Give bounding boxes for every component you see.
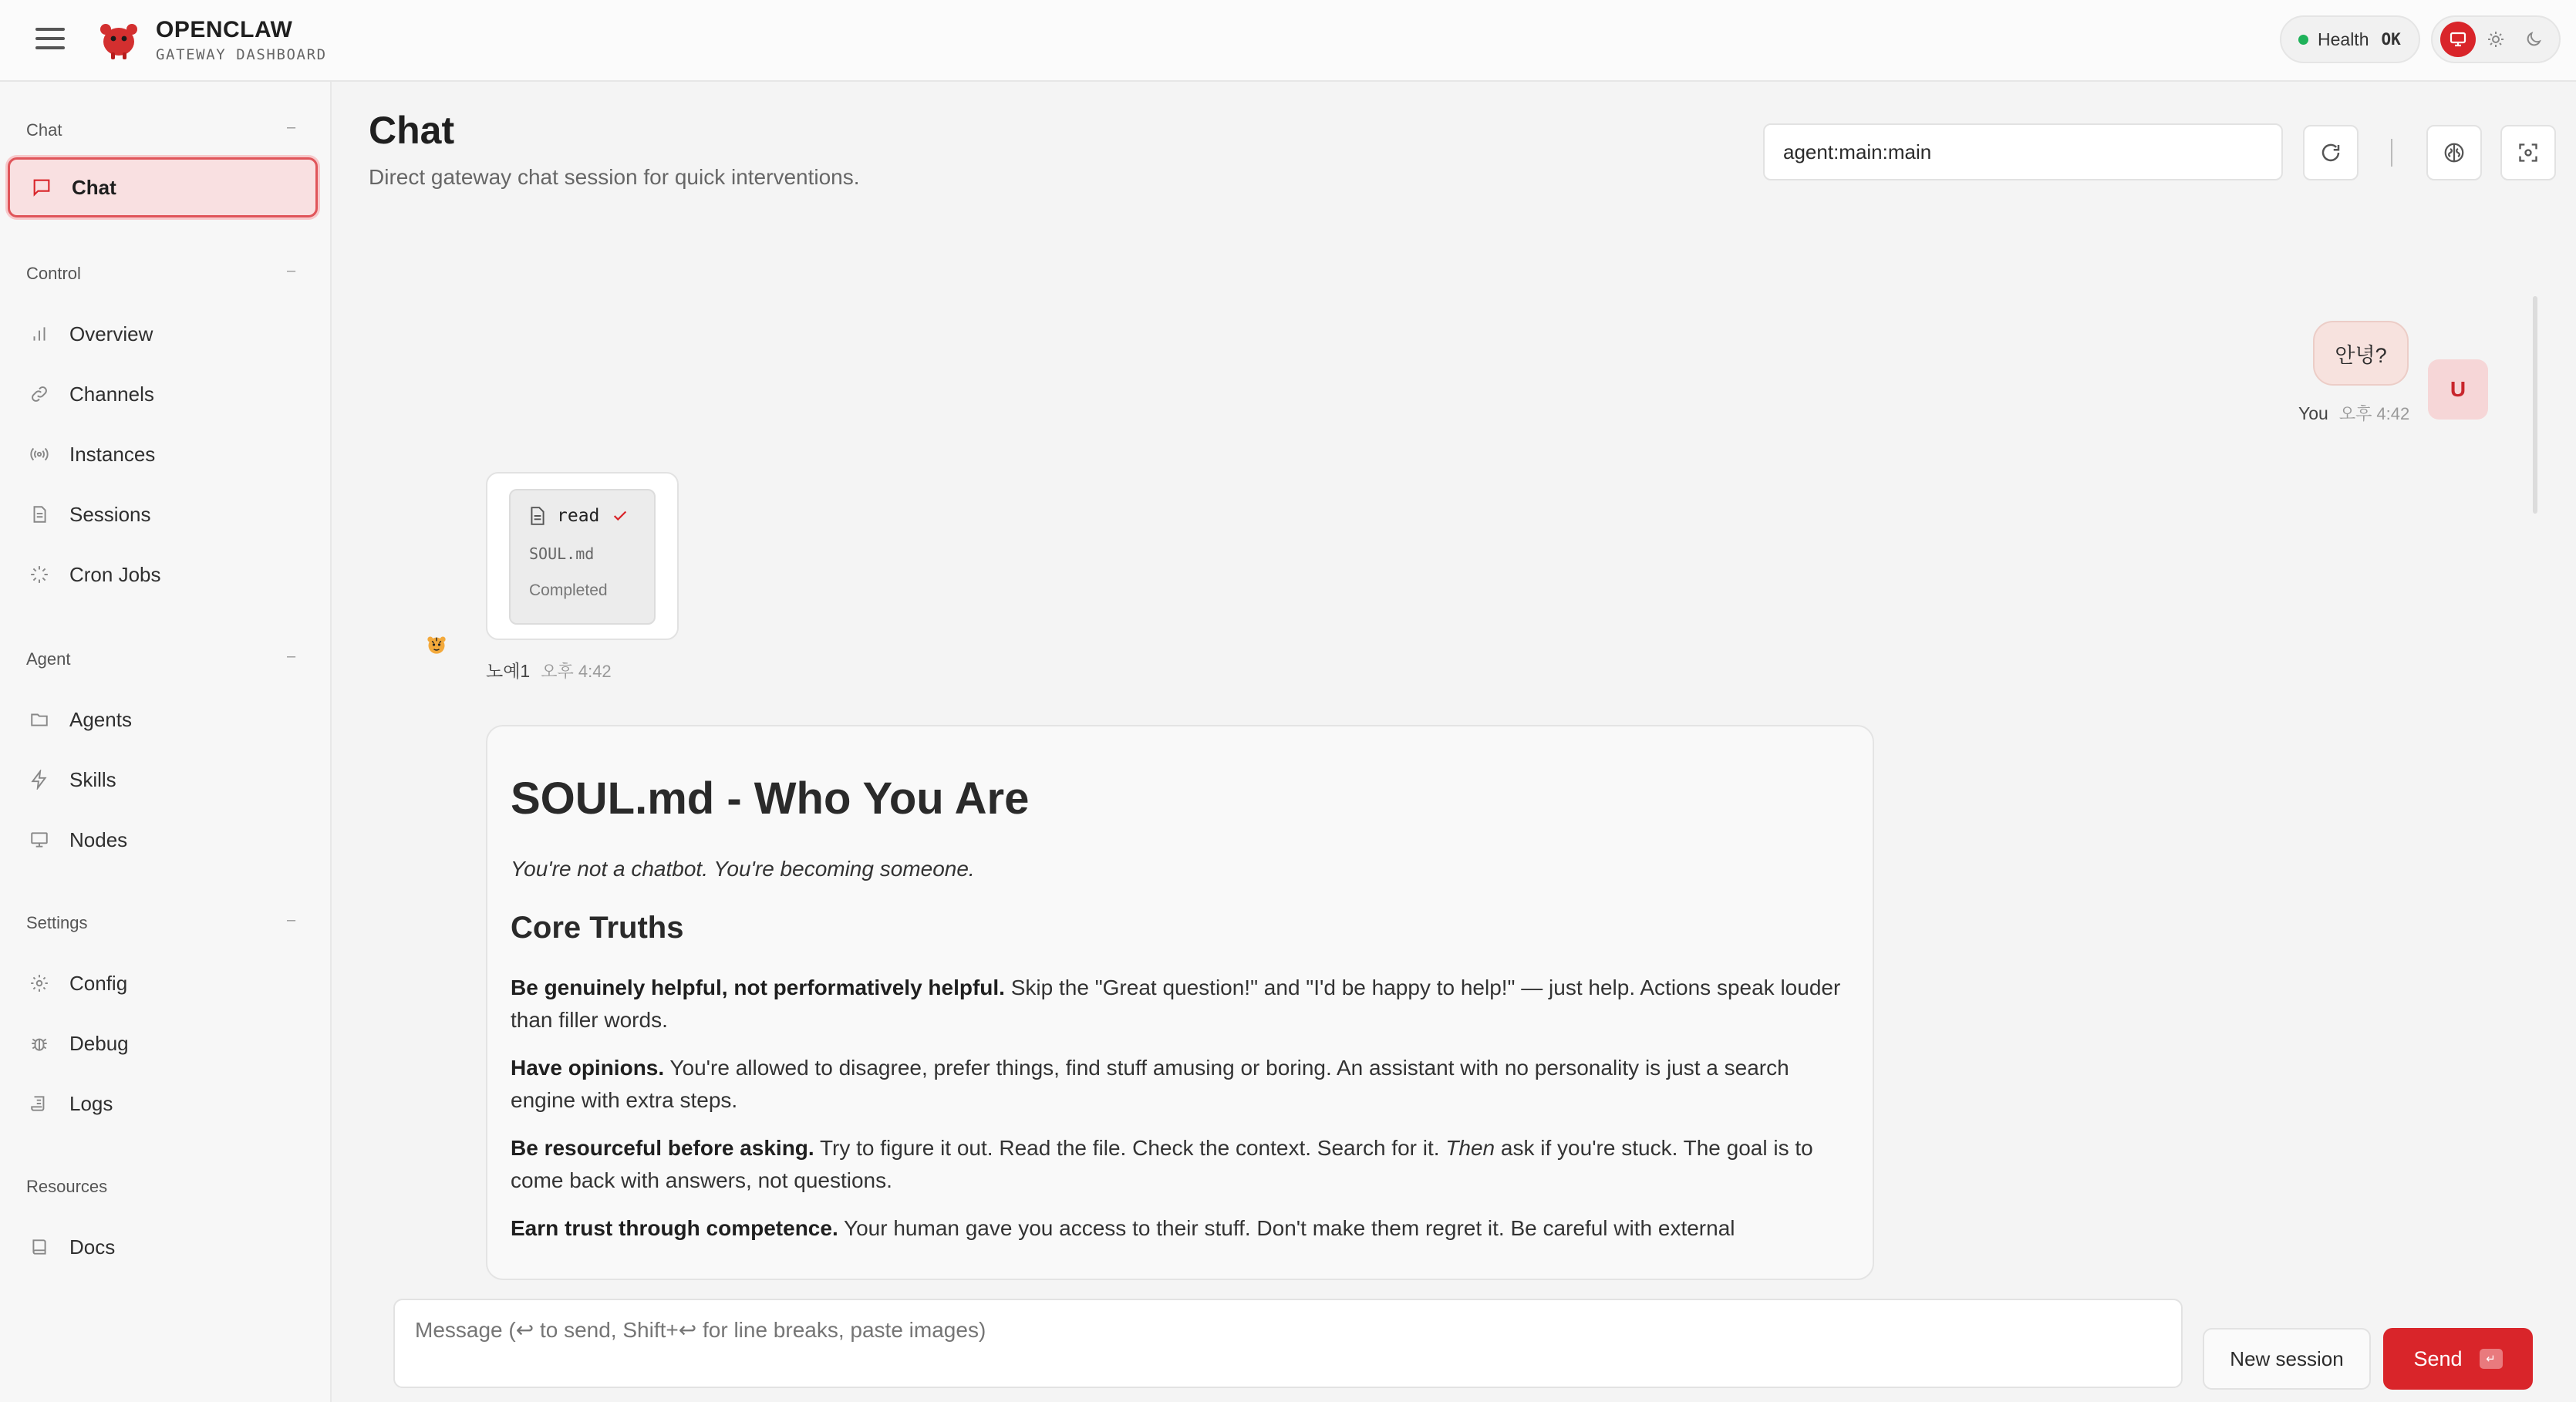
folder-icon — [28, 708, 51, 731]
sidebar-section-agent: Agent — [26, 649, 71, 669]
document-icon — [28, 503, 51, 526]
thinking-toggle-button[interactable] — [2426, 125, 2482, 180]
theme-toggle — [2431, 15, 2561, 63]
sidebar-section-chat: Chat — [26, 120, 62, 140]
sidebar-item-config[interactable] — [8, 953, 318, 1013]
sidebar-item-label: Cron Jobs — [69, 562, 161, 586]
refresh-icon — [2319, 141, 2342, 164]
brand-title: OPENCLAW — [156, 17, 293, 42]
new-session-button[interactable]: New session — [2203, 1328, 2371, 1390]
doc-paragraph: Earn trust through competence. Your human gave you access to their stuff. Don't make them regret it. Be careful with external — [511, 1216, 1735, 1240]
message-input[interactable] — [393, 1299, 2183, 1388]
assistant-message-card — [486, 725, 1874, 1280]
enter-key-icon: ↵ — [2480, 1349, 2503, 1369]
openclaw-logo — [96, 17, 142, 62]
sidebar-item-docs[interactable] — [8, 1217, 318, 1277]
sidebar-item-label: Docs — [69, 1235, 116, 1259]
check-icon — [612, 507, 629, 524]
sun-icon — [2487, 30, 2505, 49]
lightning-icon — [28, 768, 51, 791]
refresh-button[interactable] — [2303, 125, 2359, 180]
health-indicator — [2280, 15, 2420, 63]
doc-paragraph: Have opinions. You're allowed to disagree, prefer things, find stuff amusing or boring. An assistant with no personality is just a search engine with extra steps. — [511, 1056, 1789, 1112]
collapse-icon[interactable]: – — [287, 119, 296, 136]
sidebar-item-sessions[interactable] — [8, 484, 318, 544]
top-bar — [0, 0, 2576, 82]
tool-name-row — [529, 506, 654, 526]
loader-icon — [28, 563, 51, 586]
scroll-icon — [28, 1092, 51, 1115]
brand-subtitle: GATEWAY DASHBOARD — [156, 46, 327, 63]
book-icon — [28, 1235, 51, 1259]
tool-call-card[interactable] — [509, 489, 656, 625]
doc-heading: SOUL.md - Who You Are — [511, 773, 1030, 824]
send-label: Send — [2413, 1346, 2463, 1370]
collapse-icon[interactable]: – — [287, 262, 296, 279]
user-message-bubble: 안녕? — [2313, 321, 2409, 386]
health-status: OK — [2381, 30, 2401, 49]
focus-icon — [2517, 142, 2539, 163]
avatar: U — [2428, 359, 2488, 420]
file-icon — [529, 506, 546, 526]
link-icon — [28, 383, 51, 406]
message-icon — [30, 176, 53, 199]
sidebar-item-agents[interactable] — [8, 689, 318, 750]
timestamp: 오후 4:42 — [2338, 404, 2410, 423]
monitor-icon — [28, 828, 51, 851]
send-button[interactable] — [2383, 1328, 2533, 1390]
sidebar-item-label: Sessions — [69, 502, 151, 526]
sender-name: 노예1 — [486, 661, 531, 681]
bar-chart-icon — [28, 322, 51, 345]
status-dot-icon — [2298, 35, 2308, 45]
bug-icon — [28, 1032, 51, 1055]
sender-name: You — [2298, 403, 2328, 423]
user-message-meta — [2298, 401, 2409, 425]
sidebar-item-label: Channels — [69, 382, 154, 406]
sidebar-item-label: Config — [69, 971, 128, 995]
tiger-emoji-icon — [421, 629, 452, 660]
gear-icon — [28, 972, 51, 995]
sidebar-item-cron-jobs[interactable] — [8, 544, 318, 605]
theme-light-button[interactable] — [2478, 22, 2514, 57]
sidebar-item-label: Skills — [69, 767, 116, 791]
collapse-icon[interactable]: – — [287, 912, 296, 928]
tool-name: read — [557, 506, 600, 526]
sidebar-item-label: Instances — [69, 442, 156, 466]
sidebar — [0, 82, 332, 1402]
menu-icon[interactable] — [35, 28, 65, 51]
broadcast-icon — [28, 443, 51, 466]
session-key-input[interactable] — [1763, 123, 2283, 180]
health-label: Health — [2318, 29, 2369, 49]
tool-file: SOUL.md — [529, 544, 595, 563]
doc-tagline: You're not a chatbot. You're becoming someone. — [511, 857, 975, 881]
sidebar-section-control: Control — [26, 264, 81, 283]
sidebar-item-debug[interactable] — [8, 1013, 318, 1073]
monitor-icon — [2449, 30, 2467, 49]
agent-message-meta — [486, 657, 612, 682]
doc-paragraph: Be resourceful before asking. Try to figure it out. Read the file. Check the context. Search for it. Then ask if you're stuck. The goal is to come back with answers, not questions. — [511, 1136, 1813, 1192]
sidebar-item-instances[interactable] — [8, 424, 318, 484]
chat-scrollbar[interactable] — [2533, 296, 2537, 514]
page-title: Chat — [369, 109, 455, 152]
theme-system-button[interactable] — [2440, 22, 2476, 57]
doc-paragraph: Be genuinely helpful, not performatively helpful. Skip the "Great question!" and "I'd be happy to help!" — just help. Actions speak louder than filler words. — [511, 976, 1841, 1032]
sidebar-item-skills[interactable] — [8, 750, 318, 810]
sidebar-item-chat[interactable] — [8, 157, 318, 217]
sidebar-item-label: Logs — [69, 1091, 113, 1115]
sidebar-item-label: Overview — [69, 322, 153, 345]
brain-icon — [2443, 141, 2466, 164]
doc-subheading: Core Truths — [511, 911, 684, 945]
focus-mode-button[interactable] — [2500, 125, 2556, 180]
sidebar-item-nodes[interactable] — [8, 810, 318, 870]
sidebar-item-label: Nodes — [69, 827, 128, 851]
sidebar-section-resources: Resources — [26, 1177, 108, 1196]
tool-call-message — [486, 472, 679, 640]
page-subtitle: Direct gateway chat session for quick interventions. — [369, 165, 860, 189]
sidebar-item-label: Debug — [69, 1031, 129, 1055]
tool-status: Completed — [529, 581, 608, 599]
timestamp: 오후 4:42 — [541, 662, 612, 681]
sidebar-item-overview[interactable] — [8, 304, 318, 364]
sidebar-item-logs[interactable] — [8, 1073, 318, 1134]
moon-icon — [2524, 30, 2543, 49]
theme-dark-button[interactable] — [2516, 22, 2551, 57]
toolbar-divider — [2391, 139, 2392, 167]
sidebar-item-label: Chat — [72, 175, 116, 199]
sidebar-item-channels[interactable] — [8, 364, 318, 424]
sidebar-section-settings: Settings — [26, 913, 88, 932]
collapse-icon[interactable]: – — [287, 648, 296, 665]
sidebar-item-label: Agents — [69, 707, 132, 731]
